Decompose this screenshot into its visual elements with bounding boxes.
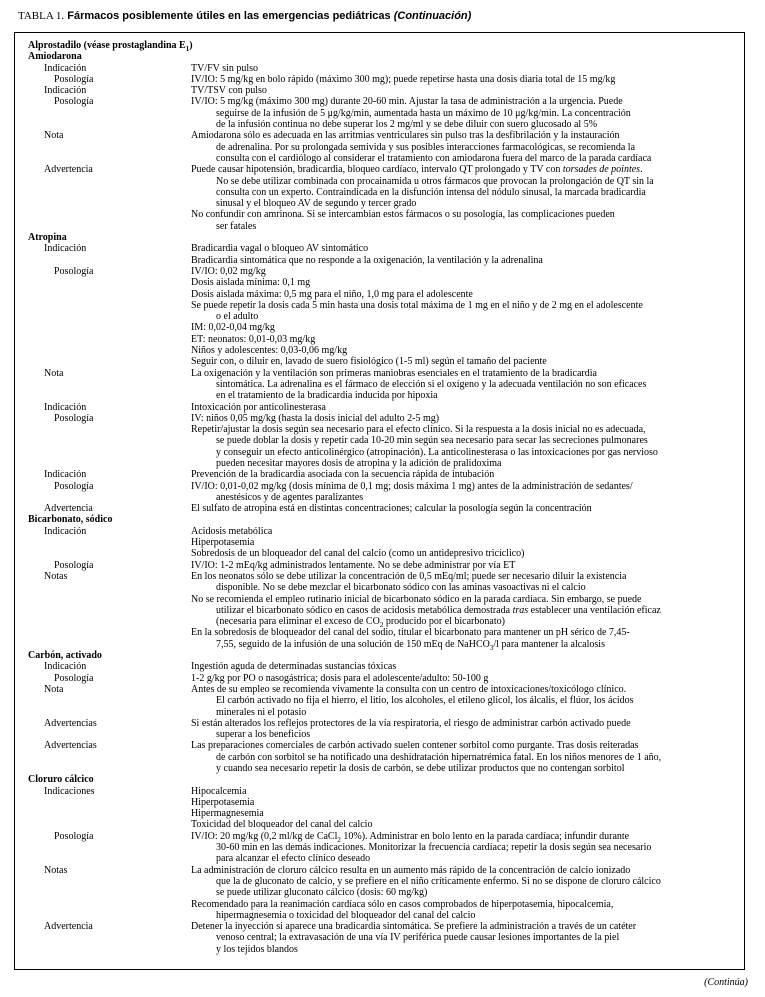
row-text: minerales ni el potasio xyxy=(216,706,307,718)
row-text: y cuando sea necesario repetir la dosis de carbón, se debe utilizar productos que no contengan sorbitol xyxy=(216,763,625,774)
row-label: Notas xyxy=(44,864,68,876)
entry-line xyxy=(15,390,744,401)
row-text: Detener la inyección si aparece una bradicardia sintomática. Se prefiere la administración a través de un catéter xyxy=(191,921,637,933)
row-text: Sobredosis de un bloqueador del canal del calcio (como un antidepresivo tricíclico) xyxy=(191,548,525,560)
entry-line xyxy=(15,345,744,356)
entry-line xyxy=(15,808,744,819)
row-text: pueden necesitar mayores dosis de atropina y la adición de pralidoxima xyxy=(216,457,502,469)
entry-line xyxy=(15,763,744,774)
entry-line xyxy=(15,209,744,220)
entry-line xyxy=(15,481,744,492)
entry-line xyxy=(15,887,744,898)
row-text: El sulfato de atropina está en distintas concentraciones; calcular la posología según la concentración xyxy=(191,503,592,515)
row-text: sinusal y el bloqueo AV de segundo y tercer grado xyxy=(216,198,417,210)
row-text: Bradicardia vagal o bloqueo AV sintomático xyxy=(191,243,369,255)
entry-line xyxy=(15,368,744,379)
entry-line xyxy=(15,243,744,254)
entry-line xyxy=(15,616,744,630)
entry-line xyxy=(15,752,744,763)
row-text: Se puede repetir la dosis cada 5 min hasta una dosis total máxima de 1 mg en el niño y de 2 mg en el adolescente xyxy=(191,299,643,311)
row-text: y los tejidos blandos xyxy=(216,943,298,955)
table-title-main: Fármacos posiblemente útiles en las emergencias pediátricas xyxy=(64,10,394,22)
row-text: En la sobredosis de bloqueador del canal del sodio, titular el bicarbonato para mantener un pH sérico de 7,45- xyxy=(191,627,630,639)
entry-line xyxy=(15,63,744,74)
row-label: Notas xyxy=(44,570,68,582)
row-text: La oxigenación y la ventilación son primeras maniobras esenciales en el tratamiento de la bradicardia xyxy=(191,367,597,379)
entry-line xyxy=(15,447,744,458)
row-text: TV/FV sin pulso xyxy=(191,62,259,74)
drug-name: Amiodarona xyxy=(28,51,82,63)
entry-line xyxy=(15,627,744,638)
row-label: Indicación xyxy=(44,401,87,413)
entry-line xyxy=(15,707,744,718)
entry-line xyxy=(15,921,744,932)
row-text: No se recomienda el empleo rutinario inicial de bicarbonato sódico en la parada cardíaca. Sin embargo, se puede xyxy=(191,593,642,605)
row-text: y conseguir un efecto anticolinérgico (atropinación). La anticolinesterasa o las intoxicaciones por gas nervioso xyxy=(216,446,658,458)
entry-line xyxy=(15,198,744,209)
row-text: para alcanzar el efecto clínico deseado xyxy=(216,853,371,865)
entry-line xyxy=(15,74,744,85)
row-text: No se debe utilizar combinada con procainamida u otros fármacos que provocan la prolongación de QT sin la xyxy=(216,175,654,187)
row-text: No confundir con amrinona. Si se intercambian estos fármacos o su posología, las complicaciones pueden xyxy=(191,209,615,221)
row-label: Advertencias xyxy=(44,717,97,729)
table-title-prefix: TABLA 1. xyxy=(18,10,65,22)
row-text: 30-60 min en las demás indicaciones. Monitorizar la frecuencia cardíaca; repetir la dosis según sea necesario xyxy=(216,842,652,854)
drug-name: Cloruro cálcico xyxy=(28,774,94,786)
row-text: en el tratamiento de la bradicardia inducida por hipoxia xyxy=(216,390,438,402)
row-text: En los neonatos sólo se debe utilizar la concentración de 0,5 mEq/ml; puede ser necesario diluir la existencia xyxy=(191,570,627,582)
row-label: Indicación xyxy=(44,661,87,673)
entry-line xyxy=(15,560,744,571)
row-text: utilizar el bicarbonato sódico en casos de acidosis metabólica demostrada tras establecer una ventilación eficaz xyxy=(216,604,661,616)
row-label: Posología xyxy=(54,480,94,492)
row-text: de adrenalina. Por su prolongada semivida y sus posibles interacciones farmacológicas, se recomienda la xyxy=(216,141,636,153)
drug-name: Atropina xyxy=(28,232,67,244)
row-label: Advertencia xyxy=(44,921,93,933)
entry-line xyxy=(15,300,744,311)
row-text: Recomendado para la reanimación cardíaca sólo en casos comprobados de hiperpotasemia, hipocalcemia, xyxy=(191,898,614,910)
entry-line xyxy=(15,797,744,808)
row-text: Dosis aislada máxima: 0,5 mg para el niño, 1,0 mg para el adolescente xyxy=(191,288,473,300)
row-text: se puede doblar la dosis y repetir cada 10-20 min según sea necesario para secar las secreciones pulmonares xyxy=(216,435,648,447)
entry-line xyxy=(15,944,744,955)
entry-line xyxy=(15,424,744,435)
row-text: IV/IO: 5 mg/kg (máximo 300 mg) durante 20-60 min. Ajustar la tasa de administración a la urgencia. Puede xyxy=(191,96,623,108)
row-label: Indicación xyxy=(44,469,87,481)
entry-line xyxy=(15,605,744,616)
drug-name: Alprostadilo (véase prostaglandina $E_1$) xyxy=(28,40,193,53)
row-text: Ingestión aguda de determinadas sustancias tóxicas xyxy=(191,661,397,673)
entry-line xyxy=(15,865,744,876)
row-text: IV/IO: 1-2 mEq/kg administrados lentamente. No se debe administrar por vía ET xyxy=(191,559,516,571)
entry-line xyxy=(15,582,744,593)
row-text: IV/IO: 5 mg/kg en bolo rápido (máximo 300 mg); puede repetirse hasta una dosis diaria total de 15 mg/kg xyxy=(191,73,616,85)
row-text: IV: niños 0,05 mg/kg (hasta la dosis inicial del adulto 2-5 mg) xyxy=(191,412,440,424)
entry-line xyxy=(15,786,744,797)
row-text: (necesaria para eliminar el exceso de $CO_2$ producido por el bicarbonato) xyxy=(216,616,505,630)
entry-line xyxy=(15,469,744,480)
entry-line xyxy=(15,255,744,266)
entry-line xyxy=(15,503,744,514)
row-text: ET: neonatos: 0,01-0,03 mg/kg xyxy=(191,333,316,345)
row-label: Nota xyxy=(44,683,64,695)
row-text: Si están alterados los reflejos protectores de la vía respiratoria, el riesgo de administrar carbón activado puede xyxy=(191,717,631,729)
entry-line xyxy=(15,334,744,345)
row-text: seguirse de la infusión de 5 μg/kg/min, aumentada hasta un máximo de 10 μg/kg/min. La concentración xyxy=(216,107,631,119)
row-label: Nota xyxy=(44,130,64,142)
row-label: Posología xyxy=(54,73,94,85)
footer-label: (Continúa) xyxy=(704,977,748,988)
entry-line xyxy=(15,266,744,277)
entry-line xyxy=(15,695,744,706)
entry-line xyxy=(15,130,744,141)
entry-line xyxy=(15,639,744,650)
row-text: Antes de su empleo se recomienda vivamente la consulta con un centro de intoxicaciones/toxicólogo clínico. xyxy=(191,683,627,695)
entry-line xyxy=(15,876,744,887)
entry-line xyxy=(15,142,744,153)
entry-line xyxy=(15,842,744,853)
row-text: IV/IO: 0,02 mg/kg xyxy=(191,265,266,277)
entry-line xyxy=(15,819,744,830)
entry-line xyxy=(15,402,744,413)
row-text: Amiodarona sólo es adecuada en las arritmias ventriculares sin pulso tras la desfibrilación y la instauración xyxy=(191,130,620,142)
entry-line xyxy=(15,594,744,605)
entry-line xyxy=(15,853,744,864)
entry-line xyxy=(15,661,744,672)
row-text: consulta con el cardiólogo al considerar el tratamiento con amiodarona fuera del marco de la parada cardíaca xyxy=(216,152,652,164)
drug-name: Carbón, activado xyxy=(28,650,102,662)
row-label: Advertencia xyxy=(44,503,93,515)
entry-line xyxy=(15,96,744,107)
row-label: Posología xyxy=(54,265,94,277)
row-label: Advertencia xyxy=(44,164,93,176)
entry-line xyxy=(15,831,744,842)
row-text: Hiperpotasemia xyxy=(191,796,255,808)
row-label: Nota xyxy=(44,367,64,379)
row-label: Advertencias xyxy=(44,740,97,752)
row-text: Seguir con, o diluir en, lavado de suero fisiológico (1-5 ml) según el tamaño del paciente xyxy=(191,356,547,368)
entry-line xyxy=(15,718,744,729)
entry-line xyxy=(15,910,744,921)
entry-line xyxy=(15,356,744,367)
entry-line xyxy=(15,379,744,390)
row-label: Indicación xyxy=(44,62,87,74)
entry-line xyxy=(15,729,744,740)
row-text: 7,55, seguido de la infusión de una solución de 150 mEq de NaHCO$_3$/l para mantener la alcalosis xyxy=(216,638,605,652)
row-text: Repetir/ajustar la dosis según sea necesario para el efecto clínico. Si la respuesta a la dosis inicial no es adecuada, xyxy=(191,424,646,436)
entry-line xyxy=(15,673,744,684)
table-body xyxy=(15,40,744,955)
row-text: Prevención de la bradicardia asociada con la secuencia rápida de intubación xyxy=(191,469,495,481)
entry-line xyxy=(15,684,744,695)
row-text: ser fatales xyxy=(216,220,257,232)
row-label: Indicaciones xyxy=(44,785,95,797)
entry-line xyxy=(15,537,744,548)
entry-line xyxy=(15,492,744,503)
row-text: hipermagnesemia o toxicidad del bloqueador del canal del calcio xyxy=(216,909,476,921)
entry-line xyxy=(15,899,744,910)
entry-line xyxy=(15,119,744,130)
row-text: Niños y adolescentes: 0,03-0,06 mg/kg xyxy=(191,345,348,357)
row-text: de carbón con sorbitol se ha notificado una deshidratación hipernatrémica fatal. En los niños menores de 1 año, xyxy=(216,751,662,763)
entry-line xyxy=(15,311,744,322)
table-border-box xyxy=(14,32,745,970)
row-label: Posología xyxy=(54,412,94,424)
row-text: Las preparaciones comerciales de carbón activado suelen contener sorbitol como purgante. Tras dosis reiteradas xyxy=(191,740,639,752)
row-text: Toxicidad del bloqueador del canal del calcio xyxy=(191,819,373,831)
row-text: sintomática. La adrenalina es el fármaco de elección si el oxígeno y la adecuada ventilación no son eficaces xyxy=(216,378,647,390)
entry-line xyxy=(15,164,744,175)
row-text: La administración de cloruro cálcico resulta en un aumento más rápido de la concentración de calcio ionizado xyxy=(191,864,631,876)
entry-line xyxy=(15,571,744,582)
entry-line xyxy=(15,413,744,424)
row-text: Acidosis metabólica xyxy=(191,525,273,537)
entry-line xyxy=(15,526,744,537)
row-text: o el adulto xyxy=(216,311,259,323)
row-text: El carbón activado no fija el hierro, el litio, los alcoholes, el etileno glicol, los álcalis, el flúor, los ácidos xyxy=(216,695,634,707)
table-title-continuation: (Continuación) xyxy=(393,10,472,22)
row-label: Posología xyxy=(54,559,94,571)
row-text: Dosis aislada mínima: 0,1 mg xyxy=(191,277,311,289)
row-text: disponible. No se debe mezclar el bicarbonato sódico con las aminas vasoactivas ni el calcio xyxy=(216,582,586,594)
entry-line xyxy=(15,277,744,288)
row-text: IM: 0,02-0,04 mg/kg xyxy=(191,322,275,334)
table-title xyxy=(18,10,757,23)
row-text: se puede utilizar gluconato cálcico (dosis: 60 mg/kg) xyxy=(216,887,428,899)
row-text: Bradicardia sintomática que no responde a la oxigenación, la ventilación y la adrenalina xyxy=(191,254,543,266)
row-label: Indicación xyxy=(44,85,87,97)
row-label: Posología xyxy=(54,96,94,108)
entry-line xyxy=(15,176,744,187)
row-text: anestésicos y de agentes paralizantes xyxy=(216,491,364,503)
row-text: que la de gluconato de calcio, y se prefiere en el niño críticamente enfermo. Si no se dispone de cloruro cálcico xyxy=(216,875,661,887)
entry-line xyxy=(15,435,744,446)
row-text: 1-2 g/kg por PO o nasogástrica; dosis para el adolescente/adulto: 50-100 g xyxy=(191,672,489,684)
entry-line xyxy=(15,85,744,96)
entry-line xyxy=(15,187,744,198)
entry-line xyxy=(15,740,744,751)
row-text: Intoxicación por anticolinesterasa xyxy=(191,401,326,413)
row-text: IV/IO: 20 mg/kg (0,2 ml/kg de CaCl$_2$ 10%). Administrar en bolo lento en la parada cardíaca; infundir durante xyxy=(191,830,630,844)
entry-line xyxy=(15,548,744,559)
row-text: IV/IO: 0,01-0,02 mg/kg (dosis mínima de 0,1 mg; dosis máxima 1 mg) antes de la administración de sedantes/ xyxy=(191,480,633,492)
row-text: de la infusión continua no debe superar los 2 mg/ml y se debe diluir con suero glucosado al 5% xyxy=(216,119,598,131)
row-text: Puede causar hipotensión, bradicardia, bloqueo cardíaco, intervalo QT prolongado y TV con torsades de pointes. xyxy=(191,164,643,176)
row-text: superar a los beneficios xyxy=(216,729,311,741)
row-text: venoso central; la extravasación de una vía IV periférica puede causar lesiones importantes de la piel xyxy=(216,932,620,944)
row-label: Indicación xyxy=(44,243,87,255)
entry-line xyxy=(15,108,744,119)
row-label: Posología xyxy=(54,672,94,684)
row-text: Hipocalcemia xyxy=(191,785,247,797)
row-label: Posología xyxy=(54,830,94,842)
entry-line xyxy=(15,322,744,333)
entry-line xyxy=(15,153,744,164)
entry-line xyxy=(15,458,744,469)
entry-line xyxy=(15,221,744,232)
entry-line xyxy=(15,932,744,943)
row-text: Hipermagnesemia xyxy=(191,808,264,820)
row-text: TV/TSV con pulso xyxy=(191,85,267,97)
continuation-footer xyxy=(704,977,748,988)
row-label: Indicación xyxy=(44,525,87,537)
drug-name: Bicarbonato, sódico xyxy=(28,514,113,526)
row-text: Hiperpotasemia xyxy=(191,537,255,549)
entry-line xyxy=(15,289,744,300)
row-text: consulta con un experto. Contraindicada en la disfunción intensa del nódulo sinusal, la marcada bradicardia xyxy=(216,186,646,198)
